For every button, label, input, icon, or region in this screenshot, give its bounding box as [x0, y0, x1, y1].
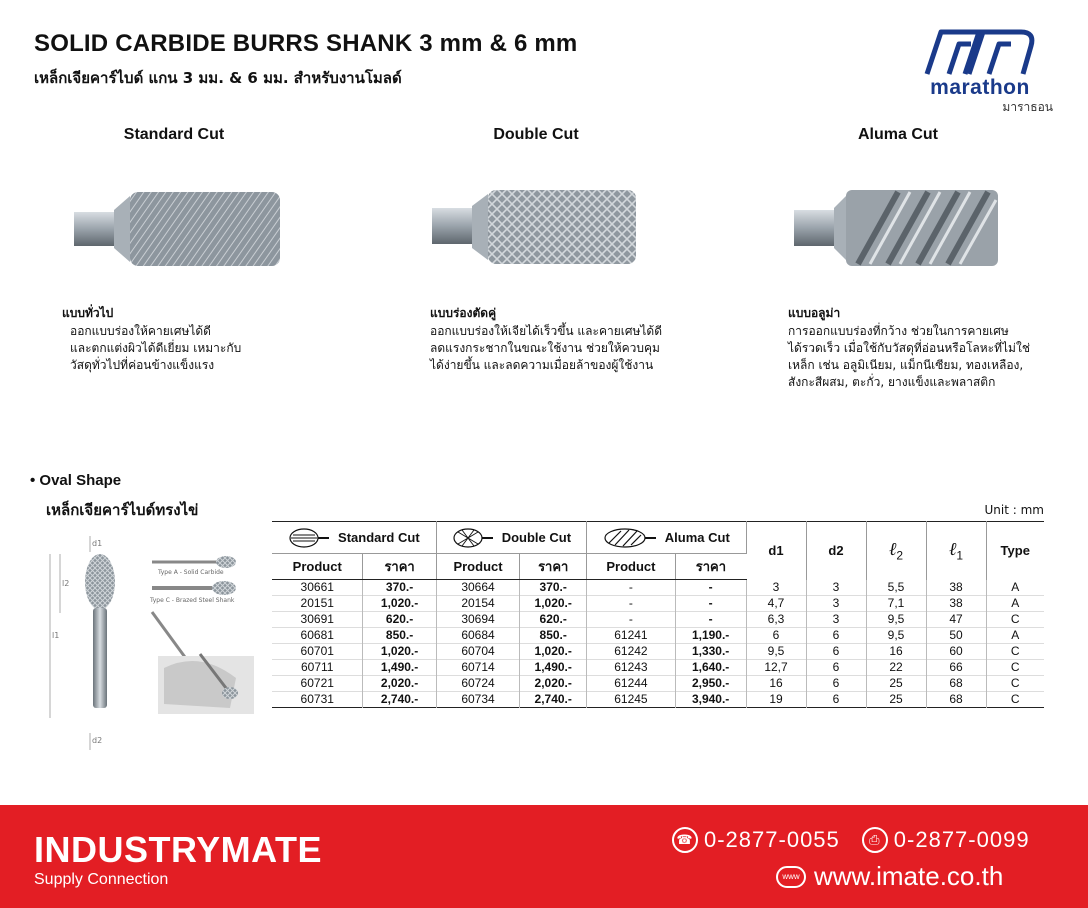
oval-aluma-cut-icon — [603, 527, 657, 549]
table-row — [272, 628, 1044, 644]
cell-dbl-price: 850.- — [520, 628, 587, 644]
cell-type: C — [1010, 644, 1020, 658]
cell-std-product: 60681 — [272, 628, 363, 644]
type-a-label: Type A - Solid Carbide — [158, 569, 224, 576]
col-type: Type — [986, 522, 1044, 580]
cell-l1: 47 — [926, 612, 986, 628]
cell-type: C — [1010, 692, 1020, 706]
dim-label-l2: l2 — [62, 579, 70, 588]
cell-l2: 25 — [866, 676, 926, 692]
cell-std-price: 1,490.- — [363, 660, 436, 676]
double-cut-column — [386, 126, 686, 372]
cell-type: C — [1010, 612, 1020, 626]
cell-alu-price: - — [675, 596, 746, 612]
cell-alu-product: 61243 — [587, 660, 676, 676]
col-price: ราคา — [675, 554, 746, 580]
cell-d1: 9,5 — [746, 644, 806, 660]
double-cut-burr-icon — [422, 174, 662, 284]
header-double-cut: Double Cut — [436, 522, 586, 554]
cell-d2: 6 — [806, 660, 866, 676]
cell-dbl-price: 1,020.- — [520, 644, 587, 660]
cell-dbl-product: 30694 — [436, 612, 520, 628]
cell-std-price: 370.- — [363, 580, 436, 596]
cut-title: Aluma Cut — [858, 126, 938, 143]
col-price: ราคา — [363, 554, 436, 580]
cell-std-product: 60711 — [272, 660, 363, 676]
cut-title: Standard Cut — [123, 126, 225, 143]
cell-dbl-price: 1,020.- — [520, 596, 587, 612]
cell-dbl-price: 370.- — [520, 580, 587, 596]
col-l1: ℓ$_1$ — [926, 522, 986, 580]
cell-l2: 9,5 — [866, 628, 926, 644]
cell-d1: 6,3 — [746, 612, 806, 628]
table-row — [272, 612, 1044, 628]
cell-dbl-product: 60724 — [436, 676, 520, 692]
unit-label: Unit : mm — [984, 503, 1044, 517]
page-title: SOLID CARBIDE BURRS SHANK 3 mm & 6 mm — [34, 30, 578, 57]
contact-line — [672, 827, 1030, 853]
marathon-logo — [905, 26, 1055, 116]
cell-d1: 3 — [746, 580, 806, 596]
cell-type: C — [1010, 660, 1020, 674]
table-row — [272, 644, 1044, 660]
cell-l1: 50 — [926, 628, 986, 644]
aluma-cut-burr-icon — [788, 174, 1018, 284]
cell-dbl-product: 30664 — [436, 580, 520, 596]
cell-dbl-product: 20154 — [436, 596, 520, 612]
website-line[interactable] — [776, 861, 1003, 892]
cell-d2: 3 — [806, 612, 866, 628]
cell-std-product: 20151 — [272, 596, 363, 612]
cell-d1: 4,7 — [746, 596, 806, 612]
cell-dbl-price: 2,020.- — [520, 676, 587, 692]
table-row — [272, 692, 1044, 708]
section-subtitle: เหล็กเจียคาร์ไบด์ทรงไข่ — [46, 501, 199, 519]
cell-std-product: 60701 — [272, 644, 363, 660]
cell-type: A — [1011, 596, 1020, 610]
cell-l2: 16 — [866, 644, 926, 660]
col-product: Product — [436, 554, 520, 580]
table-row — [272, 660, 1044, 676]
section-title: • Oval Shape — [30, 472, 122, 489]
cell-std-product: 30661 — [272, 580, 363, 596]
cell-alu-product: - — [587, 580, 676, 596]
fax-icon: ⎙ — [862, 827, 888, 853]
cell-d2: 3 — [806, 596, 866, 612]
cell-alu-price: 2,950.- — [675, 676, 746, 692]
cell-d2: 6 — [806, 676, 866, 692]
cell-dbl-price: 2,740.- — [520, 692, 587, 708]
type-c-label: Type C - Brazed Steel Shank — [150, 597, 235, 604]
cell-type: A — [1011, 579, 1020, 594]
cell-l1: 38 — [926, 580, 986, 596]
cell-l1: 66 — [926, 660, 986, 676]
col-product: Product — [587, 554, 676, 580]
globe-icon: www — [776, 866, 806, 888]
cell-std-price: 2,020.- — [363, 676, 436, 692]
col-d2: d2 — [806, 522, 866, 580]
oval-standard-cut-icon — [288, 527, 330, 549]
cell-d2: 6 — [806, 692, 866, 708]
brand-name: INDUSTRYMATE — [34, 829, 322, 870]
dim-label-d1: d1 — [92, 539, 103, 548]
cell-dbl-price: 1,490.- — [520, 660, 587, 676]
cell-d2: 6 — [806, 644, 866, 660]
cell-alu-product: - — [587, 596, 676, 612]
cell-alu-product: 61241 — [587, 628, 676, 644]
standard-cut-burr-icon — [68, 174, 308, 284]
cut-heading: แบบร่องตัดคู่ — [430, 306, 497, 320]
cell-l1: 68 — [926, 676, 986, 692]
logo-thai: มาราธอน — [1002, 100, 1053, 114]
cell-std-price: 850.- — [363, 628, 436, 644]
logo-wordmark: marathon — [930, 76, 1030, 99]
cell-alu-product: 61242 — [587, 644, 676, 660]
phone-number: 0-2877-0055 — [704, 827, 840, 852]
cell-std-price: 1,020.- — [363, 596, 436, 612]
cell-l2: 22 — [866, 660, 926, 676]
cut-heading: แบบอลูม่า — [788, 306, 841, 320]
cut-heading: แบบทั่วไป — [62, 306, 114, 320]
standard-cut-column — [24, 126, 324, 372]
col-product: Product — [272, 554, 363, 580]
table-row — [272, 580, 1044, 596]
cell-alu-price: - — [675, 580, 746, 596]
cell-alu-product: - — [587, 612, 676, 628]
cut-description: ออกแบบร่องให้คายเศษได้ดี และตกแต่งผิวได้ดีเยี่ยม เหมาะกับ วัสดุทั่วไปที่ค่อนข้างแข็งแรง — [70, 324, 242, 372]
cell-alu-product: 61244 — [587, 676, 676, 692]
cell-d1: 12,7 — [746, 660, 806, 676]
cell-l1: 68 — [926, 692, 986, 708]
aluma-cut-column — [748, 126, 1048, 389]
header-standard-cut: Standard Cut — [272, 522, 436, 554]
col-d1: d1 — [746, 522, 806, 580]
fax-number: 0-2877-0099 — [893, 827, 1030, 852]
oval-double-cut-icon — [452, 527, 494, 549]
spec-table — [272, 521, 1044, 708]
cell-std-product: 60721 — [272, 676, 363, 692]
cell-l2: 25 — [866, 692, 926, 708]
cell-l1: 38 — [926, 596, 986, 612]
cell-type: C — [1010, 676, 1020, 690]
col-l2: ℓ$_2$ — [866, 522, 926, 580]
marathon-emblem-icon — [905, 26, 1055, 78]
cell-type: A — [1011, 628, 1020, 642]
cell-d1: 19 — [746, 692, 806, 708]
cell-std-product: 60731 — [272, 692, 363, 708]
cell-l1: 60 — [926, 644, 986, 660]
cell-d2: 3 — [806, 580, 866, 596]
cell-alu-product: 61245 — [587, 692, 676, 708]
cut-description: การออกแบบร่องที่กว้าง ช่วยในการคายเศษ ได้รวดเร็ว เมื่อใช้กับวัสดุที่อ่อนหรือโลหะที่ไม่ใช่ เหล็ก เช่น อลูมิเนียม, แม็กนีเซียม, ทองเหลือง, สังกะสีผสม, ตะกั่ว, ยางแข็งและพลาสติก — [788, 324, 1030, 389]
phone-icon: ☎ — [672, 827, 698, 853]
cell-dbl-product: 60714 — [436, 660, 520, 676]
col-price: ราคา — [520, 554, 587, 580]
header-aluma-cut: Aluma Cut — [587, 522, 746, 554]
table-row — [272, 676, 1044, 692]
brand-tagline: Supply Connection — [34, 871, 169, 888]
cell-dbl-price: 620.- — [520, 612, 587, 628]
dim-label-l1: l1 — [52, 631, 60, 640]
dim-label-d2: d2 — [92, 736, 103, 745]
table-row — [272, 596, 1044, 612]
cell-std-price: 2,740.- — [363, 692, 436, 708]
cell-dbl-product: 60684 — [436, 628, 520, 644]
cell-std-price: 1,020.- — [363, 644, 436, 660]
cell-dbl-product: 60704 — [436, 644, 520, 660]
cell-alu-price: - — [675, 612, 746, 628]
website-link[interactable]: www.imate.co.th — [814, 861, 1004, 891]
footer-bar — [0, 805, 1088, 908]
cell-d2: 6 — [806, 628, 866, 644]
cell-dbl-product: 60734 — [436, 692, 520, 708]
oval-burr-diagram — [40, 528, 260, 758]
cell-alu-price: 3,940.- — [675, 692, 746, 708]
page-subtitle: เหล็กเจียคาร์ไบด์ แกน 3 มม. & 6 มม. สำหรับงานโมลด์ — [34, 69, 402, 87]
cell-l2: 5,5 — [866, 580, 926, 596]
cell-l2: 7,1 — [866, 596, 926, 612]
cell-alu-price: 1,640.- — [675, 660, 746, 676]
cell-std-product: 30691 — [272, 612, 363, 628]
cell-l2: 9,5 — [866, 612, 926, 628]
cut-description: ออกแบบร่องให้เจียได้เร็วขึ้น และคายเศษได้ดี ลดแรงกระชากในขณะใช้งาน ช่วยให้ควบคุม ได้ง่ายขึ้น และลดความเมื่อยล้าของผู้ใช้งาน — [430, 324, 663, 372]
cell-d1: 16 — [746, 676, 806, 692]
cell-alu-price: 1,330.- — [675, 644, 746, 660]
cell-alu-price: 1,190.- — [675, 628, 746, 644]
cell-std-price: 620.- — [363, 612, 436, 628]
cell-d1: 6 — [746, 628, 806, 644]
cut-title: Double Cut — [493, 126, 579, 143]
